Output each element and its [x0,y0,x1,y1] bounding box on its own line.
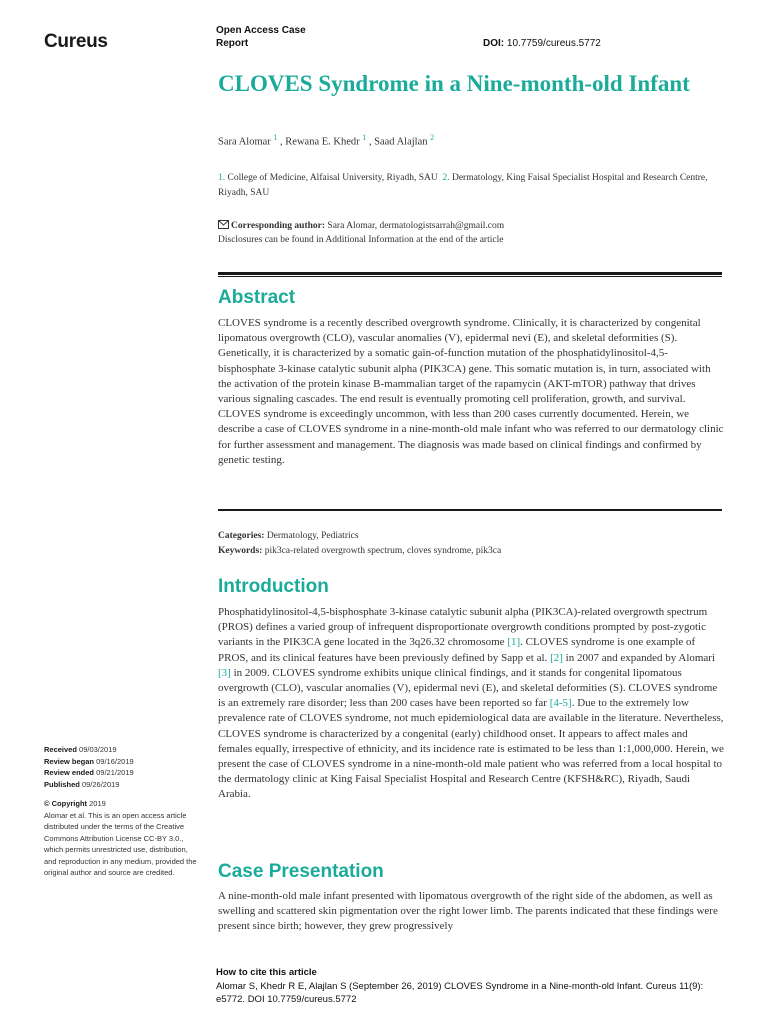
correspondence-text[interactable]: Sara Alomar, dermatologistsarrah@gmail.com [327,221,505,231]
case-presentation-heading: Case Presentation [218,861,384,882]
copyright-year: 2019 [89,799,106,808]
section-divider [218,272,722,277]
author-affiliation[interactable]: 1 [362,133,367,142]
article-title: CLOVES Syndrome in a Nine-month-old Infant [218,71,690,96]
journal-logo[interactable]: Cureus [44,31,108,52]
introduction-heading: Introduction [218,576,329,597]
license-text: Alomar et al. This is an open access article distributed under the terms of the Creative Commons Attribution License CC-BY 3.0., which permits unrestricted use, distribution, and reproduction in any medium, provided the original author and source are credited. [44,810,197,877]
case-presentation-text: A nine-month-old male infant presented with lipomatous overgrowth of the right side of the abdomen, as well as swelling and scattered skin pigmentation over the right lower limb. The parents indicated that these findings were present since birth; however, they grew progressively [218,890,718,933]
published-date [44,779,199,791]
doi [483,38,601,49]
doi-label: DOI: [483,38,505,49]
affiliation-text: Dermatology, King Faisal Specialist Hospital and Research Centre, Riyadh, SAU [218,173,708,198]
author-name[interactable]: Sara Alomar [218,136,271,148]
published-label: Published [44,779,80,789]
reference-link[interactable]: [2] [550,651,563,664]
citation-text: Alomar S, Khedr R E, Alajlan S (September 26, 2019) CLOVES Syndrome in a Nine-month-old Infant. Cureus 11(9): e5772. DOI 10.7759/cureus.5772 [216,981,704,1005]
received-date [44,744,199,756]
introduction-text-segment: Phosphatidylinositol-4,5-bisphosphate 3-kinase catalytic subunit alpha (PIK3CA)-related overgrowth spectrum (PROS) defines a varied group of infrequent disproportionate overgrowth conditions prompted by post-zygotic variants in the PIK3CA gene located in the 3q26.32 chromosome [218,606,708,649]
author-affiliation[interactable]: 2 [430,133,435,142]
review-began-label: Review began [44,756,95,766]
author-name[interactable]: Rewana E. Khedr [285,136,360,148]
copyright-line [44,798,199,810]
introduction-text-segment: in 2009. CLOVES syndrome exhibits unique clinical findings, and it stands for congenital lipomatous overgrowth (CLO), vascular anomalies (V), epidermal nevi (E), and skeletal deformities (S). CLOVES syndrome is an extremely rare disorder; less than 200 cases have been reported so far [218,666,718,710]
article-type: Open Access Case Report [216,25,306,49]
section-divider [218,509,722,511]
author-name[interactable]: Saad Alajlan [374,136,428,148]
disclosure-note: Disclosures can be found in Additional Information at the end of the article [218,235,504,245]
correspondence-label: Corresponding author: [231,221,326,231]
citation-heading: How to cite this article [216,967,317,978]
introduction-text-segment: . CLOVES syndrome is one example of PROS, and its clinical features have been previously defined by Sapp et al. [218,636,696,664]
affiliation-number: 1. [218,173,226,183]
introduction-text [218,605,724,803]
copyright-label: © Copyright [44,799,88,808]
received-label: Received [44,745,77,754]
review-ended-date [44,767,199,779]
review-began-value: 09/16/2019 [96,756,134,766]
doi-value[interactable]: 10.7759/cureus.5772 [506,38,601,49]
keywords-line [218,544,724,559]
abstract-text: CLOVES syndrome is a recently described overgrowth syndrome. Clinically, it is characterized by congenital lipomatous overgrowth (CLO), vascular anomalies (V), epidermal nevi (E), and skeletal deformities (S). Genetically, it is characterized by a somatic gain-of-function mutation of the phosphatidylinositol-4,5-bisphosphate 3-kinase catalytic subunit alpha (PIK3CA) gene. This somatic mutation is, in turn, associated with the activation of the protein kinase B-mammalian target of the rapamycin (AKT-mTOR) pathway that drives various signaling cascades. The end result is eventually promoting cell proliferation, growth, and survival. CLOVES syndrome is exceedingly uncommon, with less than 200 cases currently documented. Herein, we describe a case of CLOVES syndrome in a nine-month-old male infant who was referred to our dermatology clinic for further assessment and management. The diagnosis was made based on clinical findings and confirmed by genetic testing. [218,317,724,466]
reference-link[interactable]: [4-5] [549,697,572,710]
introduction-text-segment: . Due to the extremely low prevalence rate of CLOVES syndrome, not much epidemiological data are available in the literature. Nevertheless, CLOVES syndrome is characterized by a congenital (early) childhood onset. It appears to affect males and females equally, irrespective of ethnicity, and its incidence rate is estimated to be less than 1:1,000,000. Herein, we present the case of CLOVES syndrome in a nine-month-old male patient who was referred from a local hospital to the dermatology clinic at King Faisal Specialist Hospital and Research Centre (KFSH&RC), Riyadh, Saudi Arabia. [218,697,724,801]
author-affiliation[interactable]: 1 [273,133,278,142]
correspondence-line [218,219,723,233]
affiliation-text: College of Medicine, Alfaisal University, Riyadh, SAU [227,173,438,183]
correspondence [218,219,723,247]
reference-link[interactable]: [3] [218,666,231,679]
affiliations [218,171,723,201]
categories-label: Categories: [218,531,265,541]
abstract-heading: Abstract [218,287,296,308]
categories-line [218,529,724,544]
author-list: Sara Alomar $^1$ , Rewana E. Khedr $^1$ , Saad Alajlan $^2$ [218,133,435,148]
published-value: 09/26/2019 [81,779,120,789]
received-value: 09/03/2019 [79,745,117,754]
keywords-value: pik3ca-related overgrowth spectrum, cloves syndrome, pik3ca [264,546,502,556]
review-ended-label: Review ended [44,768,95,777]
spacer [44,790,199,798]
review-began-date [44,756,199,768]
article-history-sidebar [44,744,199,879]
introduction-text-segment: in 2007 and expanded by Alomari [562,651,716,664]
affiliation-number: 2. [442,173,450,183]
reference-link[interactable]: [1] [507,636,521,649]
review-ended-value: 09/21/2019 [96,768,134,777]
envelope-icon [218,220,229,229]
categories-value: Dermatology, Pediatrics [266,531,359,541]
keywords-label: Keywords: [218,546,263,556]
